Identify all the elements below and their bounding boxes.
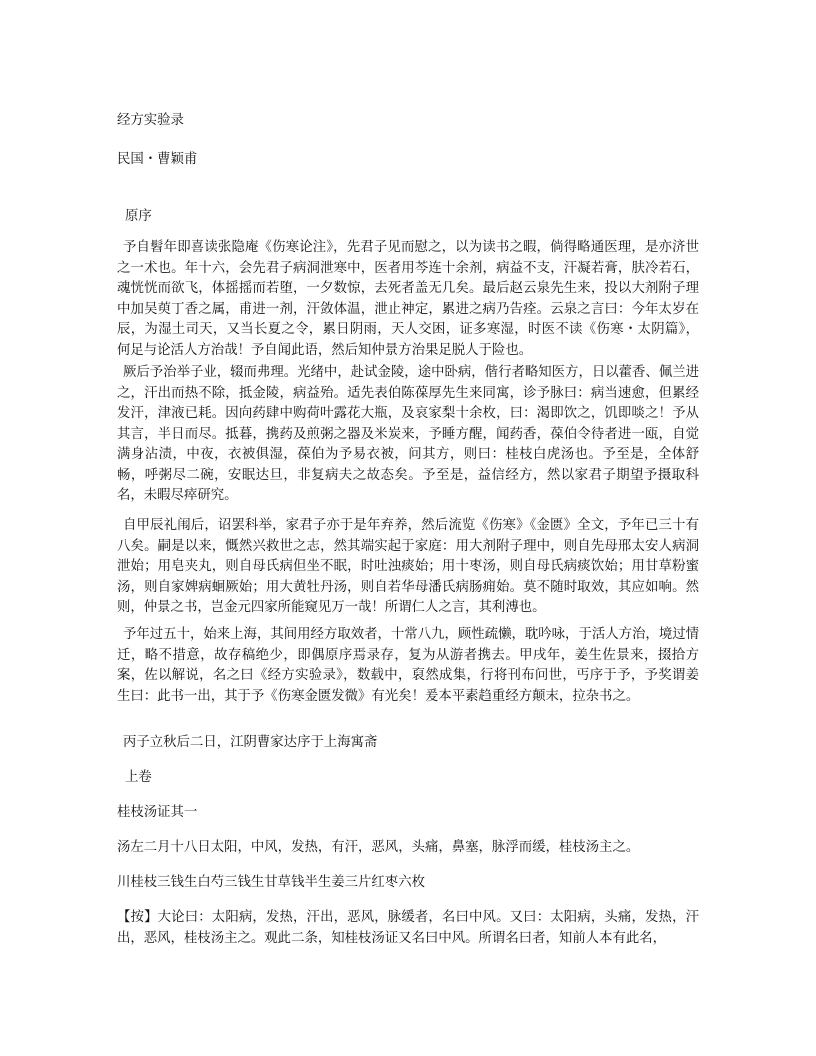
case-text: 汤左二月十八日太阳，中风，发热，有汗，恶风，头痛，鼻塞，脉浮而缓，桂枝汤主之。 <box>117 840 640 855</box>
section-heading: 原序 <box>125 209 152 224</box>
case-heading: 桂枝汤证其一 <box>117 805 198 820</box>
prescription: 川桂枝三钱生白芍三钱生甘草钱半生姜三片红枣六枚 <box>117 875 425 890</box>
book-title: 经方实验录 <box>117 113 184 128</box>
note-text: 大论曰：太阳病，发热，汗出，恶风，脉缓者，名曰中风。又曰：太阳病，头痛，发热，汗出，恶风，桂枝汤主之。观此二条，知桂枝汤证又名曰中风。所谓名曰者，知前人本有此名， <box>117 910 700 946</box>
preface-paragraph-1: 予自髫年即喜读张隐庵《伤寒论注》，先君子见而慰之，以为读书之暇，倘得略通医理，是亦济世之一术也。年十六，会先君子病洞泄寒中，医者用芩连十余剂，病益不支，汗凝若膏，肤冷若石，魂恍恍而欲飞，体摇摇而若堕，一夕数惊，去死者盖无几矣。最后赵云泉先生来，投以大剂附子理中加吴萸丁香之属，甫进一剂，汗敛体温，泄止神定，累进之病乃告痊。云泉之言曰：今年太岁在辰，为湿土司天，又当长夏之令，累日阴雨，天人交困，证多寒湿，时医不读《伤寒・太阴篇》，何足与论活人方治哉！予自闻此语，然后知仲景方治果足脱人于险也。 <box>117 240 699 358</box>
commentary-paragraph <box>117 908 699 949</box>
author-line: 民国・曹颖甫 <box>117 152 198 167</box>
preface-paragraph-3: 自甲辰礼闱后，诏罢科举，家君子亦于是年弃养，然后流览《伤寒》《金匮》全文，予年已三十有八矣。嗣是以来，慨然兴救世之志，然其端实起于家庭：用大剂附子理中，则自先母邢太安人病洞泄始；用皂夹丸，则自母氏病但坐不眠，时吐浊痰始；用十枣汤，则自母氏病痰饮始；用甘草粉蜜汤，则自家婢病蛔厥始；用大黄牡丹汤，则自若华母潘氏病肠痈始。莫不随时取效，其应如响。然则，仲景之书，岂金元四家所能窥见万一哉！所谓仁人之言，其利溥也。 <box>117 518 699 615</box>
preface-signature: 丙子立秋后二日，江阴曹家达序于上海寓斋 <box>123 735 378 750</box>
preface-paragraph-2: 厥后予治举子业，辍而弗理。光绪中，赴试金陵，途中卧病，偕行者略知医方，日以藿香、佩兰进之，汗出而热不除，抵金陵，病益殆。适先表伯陈葆厚先生来同寓，诊予脉曰：病当速愈，但累经发汗，津液已耗。因向药肆中购荷叶露花大瓶，及哀家梨十余枚，曰：渴即饮之，饥即啖之！予从其言，半日而尽。抵暮，携药及煎粥之器及米炭来，予睡方醒，闻药香，葆伯令待者进一瓯，自觉满身沾渍，中夜，衣被俱湿，葆伯为予易衣被，问其方，则曰：桂枝白虎汤也。予至是，全体舒畅，呼粥尽二碗，安眠达旦，非复病夫之故态矣。予至是，益信经方，然以家君子期望予摄取科名，未暇尽瘁研究。 <box>117 365 699 503</box>
preface-paragraph-4: 予年过五十，始来上海，其间用经方取效者，十常八九，顾性疏懒，耽吟咏，于活人方治，境过情迁，略不措意，故存稿绝少，即偶原序焉录存，复为从游者携去。甲戌年，姜生佐景来，掇拾方案，佐以解说，名之曰《经方实验录》，数载中，裒然成集，行将刊布问世，丐序于予，予奖谓姜生曰：此书一出，其于予《伤寒金匮发微》有光矣！爰本平素趋重经方颠末，拉杂书之。 <box>117 627 699 704</box>
note-label: 【按】 <box>117 910 158 925</box>
volume-heading: 上卷 <box>125 770 152 785</box>
